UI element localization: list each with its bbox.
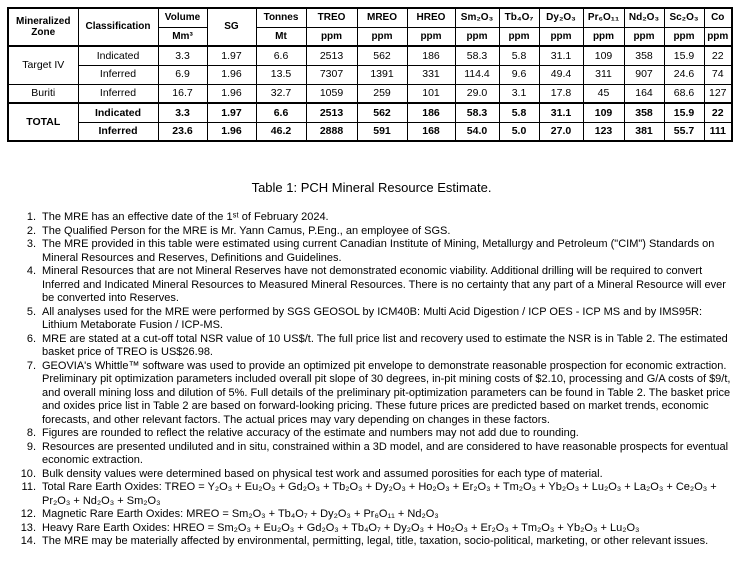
value-cell-sc2o3: 15.9 (664, 46, 704, 65)
value-cell-co: 74 (704, 65, 732, 84)
table-row (8, 65, 732, 84)
col-header-pr6o11: Pr₆O₁₁ (583, 8, 624, 27)
value-cell-volume: 23.6 (158, 122, 207, 141)
col-unit-volume: Mm³ (158, 27, 207, 46)
value-cell-dy2o3: 31.1 (539, 46, 583, 65)
value-cell-co: 111 (704, 122, 732, 141)
col-header-zone: Mineralized Zone (8, 8, 78, 46)
value-cell-mreo: 591 (357, 122, 407, 141)
col-header-nd2o3: Nd₂O₃ (624, 8, 664, 27)
col-unit-nd2o3: ppm (624, 27, 664, 46)
classification-cell: Inferred (78, 122, 158, 141)
value-cell-pr6o11: 311 (583, 65, 624, 84)
value-cell-mreo: 259 (357, 84, 407, 103)
value-cell-pr6o11: 45 (583, 84, 624, 103)
table-body (8, 46, 732, 141)
value-cell-nd2o3: 381 (624, 122, 664, 141)
value-cell-hreo: 331 (407, 65, 455, 84)
value-cell-sm2o3: 58.3 (455, 46, 499, 65)
col-unit-tonnes: Mt (256, 27, 306, 46)
col-unit-sc2o3: ppm (664, 27, 704, 46)
note-item-1: The MRE has an effective date of the 1ˢᵗ of February 2024. (42, 211, 329, 223)
col-unit-sm2o3: ppm (455, 27, 499, 46)
value-cell-tonnes: 13.5 (256, 65, 306, 84)
value-cell-sc2o3: 15.9 (664, 103, 704, 122)
table-row (8, 103, 732, 122)
col-header-classification: Classification (78, 8, 158, 46)
value-cell-dy2o3: 31.1 (539, 103, 583, 122)
table-row (8, 84, 732, 103)
value-cell-pr6o11: 123 (583, 122, 624, 141)
value-cell-dy2o3: 17.8 (539, 84, 583, 103)
note-item-5: All analyses used for the MRE were performed by SGS GEOSOL by ICM40B: Multi Acid Digestion / ICP OES - ICP MS and by IMS95R: Lithium Metaborate Fusion / ICP-MS. (42, 305, 703, 331)
value-cell-tb4o7: 5.8 (499, 46, 539, 65)
value-cell-treo: 2888 (306, 122, 357, 141)
value-cell-nd2o3: 907 (624, 65, 664, 84)
value-cell-pr6o11: 109 (583, 46, 624, 65)
value-cell-tb4o7: 3.1 (499, 84, 539, 103)
value-cell-tonnes: 6.6 (256, 103, 306, 122)
value-cell-treo: 7307 (306, 65, 357, 84)
value-cell-dy2o3: 49.4 (539, 65, 583, 84)
value-cell-tb4o7: 5.8 (499, 103, 539, 122)
table-row (8, 46, 732, 65)
value-cell-nd2o3: 358 (624, 46, 664, 65)
value-cell-volume: 16.7 (158, 84, 207, 103)
value-cell-hreo: 168 (407, 122, 455, 141)
note-item-11: Total Rare Earth Oxides: TREO = Y₂O₃ + Eu₂O₃ + Gd₂O₃ + Tb₂O₃ + Dy₂O₃ + Ho₂O₃ + Er₂O₃ + Tm₂O₃ + Yb₂O₃ + Lu₂O₃ + La₂O₃ + Ce₂O₃ + Pr₂O₃ + Nd₂O₃ + Sm₂O₃ (42, 481, 717, 507)
value-cell-volume: 6.9 (158, 65, 207, 84)
value-cell-sc2o3: 24.6 (664, 65, 704, 84)
zone-cell: Buriti (8, 84, 78, 103)
col-header-volume: Volume (158, 8, 207, 27)
value-cell-treo: 2513 (306, 103, 357, 122)
note-item-12: Magnetic Rare Earth Oxides: MREO = Sm₂O₃ + Tb₄O₇ + Dy₂O₃ + Pr₆O₁₁ + Nd₂O₃ (42, 508, 439, 520)
col-header-dy2o3: Dy₂O₃ (539, 8, 583, 27)
value-cell-hreo: 186 (407, 103, 455, 122)
mineral-resource-table (7, 7, 733, 142)
value-cell-sm2o3: 54.0 (455, 122, 499, 141)
col-unit-co: ppm (704, 27, 732, 46)
col-header-tb4o7: Tb₄O₇ (499, 8, 539, 27)
value-cell-volume: 3.3 (158, 46, 207, 65)
table-row (8, 122, 732, 141)
value-cell-mreo: 562 (357, 103, 407, 122)
value-cell-volume: 3.3 (158, 103, 207, 122)
col-unit-treo: ppm (306, 27, 357, 46)
table-caption: Table 1: PCH Mineral Resource Estimate. (251, 180, 492, 195)
value-cell-treo: 1059 (306, 84, 357, 103)
note-item-14: The MRE may be materially affected by environmental, permitting, legal, title, taxation, socio-political, marketing, or other relevant issues. (42, 535, 709, 547)
note-item-7: GEOVIA's Whittle™ software was used to provide an optimized pit envelope to demonstrate reasonable prospection for economic extraction. Preliminary pit optimization parameters included overall pit slope of 30 degrees, in-pit mining costs of $2.10, processing and G/A costs of $9/t, and overall mining loss and dilution of 5%. Full details of the preliminary pit-optimization parameters can be found in Table 2. The basket price and oxides price list in Table 2 are based on forward-looking pricing. These future prices are predicted based on market trends, economic forecasts, and other relevant factors. The actual prices may vary depending on changes in these factors. (42, 359, 731, 426)
table-header (8, 8, 732, 46)
col-header-co: Co (704, 8, 732, 27)
value-cell-tonnes: 46.2 (256, 122, 306, 141)
zone-cell: TOTAL (8, 103, 78, 141)
classification-cell: Inferred (78, 65, 158, 84)
value-cell-tonnes: 32.7 (256, 84, 306, 103)
value-cell-sg: 1.97 (207, 103, 256, 122)
value-cell-sc2o3: 55.7 (664, 122, 704, 141)
col-header-sg: SG (207, 8, 256, 46)
col-header-treo: TREO (306, 8, 357, 27)
value-cell-tb4o7: 5.0 (499, 122, 539, 141)
value-cell-tb4o7: 9.6 (499, 65, 539, 84)
note-item-8: Figures are rounded to reflect the relative accuracy of the estimate and numbers may not add due to rounding. (42, 427, 579, 439)
note-item-13: Heavy Rare Earth Oxides: HREO = Sm₂O₃ + Eu₂O₃ + Gd₂O₃ + Tb₄O₇ + Dy₂O₃ + Ho₂O₃ + Er₂O₃ + Tm₂O₃ + Yb₂O₃ + Lu₂O₃ (42, 521, 640, 534)
value-cell-mreo: 1391 (357, 65, 407, 84)
value-cell-sm2o3: 29.0 (455, 84, 499, 103)
value-cell-sm2o3: 58.3 (455, 103, 499, 122)
value-cell-sc2o3: 68.6 (664, 84, 704, 103)
notes-list (0, 211, 739, 549)
col-unit-mreo: ppm (357, 27, 407, 46)
value-cell-tonnes: 6.6 (256, 46, 306, 65)
note-item-6: MRE are stated at a cut-off total NSR value of 10 US$/t. The full price list and recovery used to estimate the NSR is in Table 2. The estimated basket price of TREO is US$26.98. (42, 332, 728, 358)
col-unit-dy2o3: ppm (539, 27, 583, 46)
value-cell-sg: 1.96 (207, 65, 256, 84)
value-cell-sm2o3: 114.4 (455, 65, 499, 84)
value-cell-nd2o3: 358 (624, 103, 664, 122)
value-cell-hreo: 101 (407, 84, 455, 103)
value-cell-sg: 1.96 (207, 122, 256, 141)
classification-cell: Indicated (78, 103, 158, 122)
col-unit-hreo: ppm (407, 27, 455, 46)
note-item-10: Bulk density values were determined based on physical test work and assumed porosities for each type of material. (42, 467, 603, 480)
col-header-tonnes: Tonnes (256, 8, 306, 27)
col-header-hreo: HREO (407, 8, 455, 27)
col-unit-pr6o11: ppm (583, 27, 624, 46)
value-cell-co: 22 (704, 46, 732, 65)
note-item-9: Resources are presented undiluted and in situ, constrained within a 3D model, and are considered to have reasonable prospects for eventual economic extraction. (42, 440, 729, 466)
value-cell-pr6o11: 109 (583, 103, 624, 122)
col-unit-tb4o7: ppm (499, 27, 539, 46)
value-cell-dy2o3: 27.0 (539, 122, 583, 141)
col-header-sc2o3: Sc₂O₃ (664, 8, 704, 27)
note-item-2: The Qualified Person for the MRE is Mr. Yann Camus, P.Eng., an employee of SGS. (42, 224, 451, 237)
value-cell-treo: 2513 (306, 46, 357, 65)
header-row-labels (8, 8, 732, 27)
value-cell-mreo: 562 (357, 46, 407, 65)
classification-cell: Inferred (78, 84, 158, 103)
note-item-4: Mineral Resources that are not Mineral Reserves have not demonstrated economic viability. Additional drilling will be required to convert Inferred and Indicated Mineral Resources to Measured Mineral Resources. There is no certainty that any part of a Mineral Resource will ever be converted into Reserves. (42, 265, 726, 304)
col-header-mreo: MREO (357, 8, 407, 27)
classification-cell: Indicated (78, 46, 158, 65)
value-cell-sg: 1.97 (207, 46, 256, 65)
value-cell-sg: 1.96 (207, 84, 256, 103)
value-cell-hreo: 186 (407, 46, 455, 65)
zone-cell: Target IV (8, 46, 78, 84)
col-header-sm2o3: Sm₂O₃ (455, 8, 499, 27)
value-cell-co: 127 (704, 84, 732, 103)
table-area (0, 0, 743, 142)
value-cell-co: 22 (704, 103, 732, 122)
value-cell-nd2o3: 164 (624, 84, 664, 103)
note-item-3: The MRE provided in this table were estimated using current Canadian Institute of Mining, Metallurgy and Petroleum ("CIM") Standards on Mineral Resources and Reserves, Definitions and Guidelines. (42, 238, 715, 264)
